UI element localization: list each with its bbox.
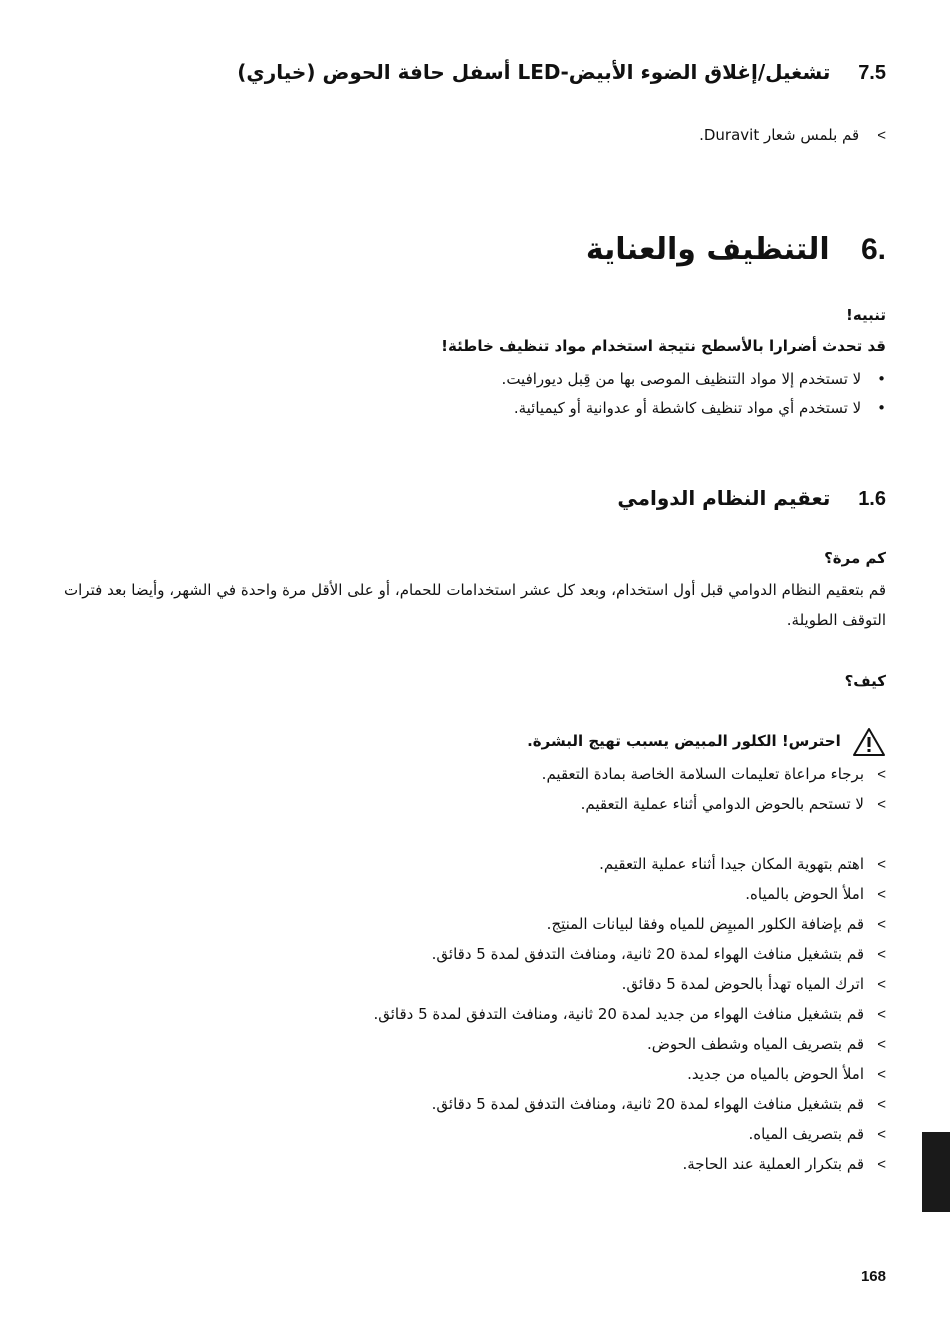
step-text: قم بتصريف المياه وشطف الحوض. xyxy=(647,1035,864,1053)
bullet-marker: • xyxy=(877,399,886,417)
list-item-text: لا تستخدم أي مواد تنظيف كاشطة أو عدوانية أو كيميائية. xyxy=(513,399,862,417)
chapter-tab xyxy=(922,1132,950,1212)
step-text: قم بإضافة الكلور المبيِض للمياه وفقا لبيانات المنتِج. xyxy=(546,915,864,933)
list-item xyxy=(64,365,886,393)
warning-line xyxy=(64,724,886,758)
step-text: املأ الحوض بالمياه. xyxy=(745,885,864,903)
step-arrow: > xyxy=(877,1156,886,1173)
step-arrow: > xyxy=(877,976,886,993)
section-7-5-step xyxy=(64,120,886,150)
list-item xyxy=(64,394,886,422)
step-arrow: > xyxy=(877,856,886,873)
step-arrow: > xyxy=(877,796,886,813)
section-title: التنظيف والعناية xyxy=(585,232,830,267)
warning-text: احترس! الكلور المبيض يسبب تهيج البشرة. xyxy=(527,732,841,750)
list-item xyxy=(64,1029,886,1059)
step-arrow: > xyxy=(877,1096,886,1113)
step-arrow: > xyxy=(877,1036,886,1053)
step-arrow: > xyxy=(877,916,886,933)
step-text: اترك المياه تهدأ بالحوض لمدة 5 دقائق. xyxy=(621,975,864,993)
step-text: قم بتكرار العملية عند الحاجة. xyxy=(682,1155,864,1173)
list-item xyxy=(64,1089,886,1119)
section-number: 7.5 xyxy=(858,62,886,84)
how-label: كيف؟ xyxy=(844,672,886,690)
procedure-steps xyxy=(64,849,886,1179)
warning-steps xyxy=(64,759,886,819)
list-item xyxy=(64,759,886,789)
list-item xyxy=(64,879,886,909)
list-item xyxy=(64,909,886,939)
caution-text: قد تحدث أضرارا بالأسطح نتيجة استخدام مواد تنظيف خاطئة! xyxy=(441,337,886,355)
list-item xyxy=(64,999,886,1029)
list-item xyxy=(64,969,886,999)
list-item xyxy=(64,789,886,819)
how-often-text: قم بتعقيم النظام الدوامي قبل أول استخدام، وبعد كل عشر استخدامات للحمام، أو على الأقل مرة واحدة في الشهر، وأيضا بعد فترات التوقف الطويلة. xyxy=(64,581,886,629)
section-7-5-heading xyxy=(64,60,886,85)
step-text: قم بلمس شعار Duravit. xyxy=(699,126,860,144)
list-item xyxy=(64,1149,886,1179)
section-title: تعقيم النظام الدوامي xyxy=(617,486,831,510)
step-text: قم بتشغيل منافث الهواء لمدة 20 ثانية، ومنافث التدفق لمدة 5 دقائق. xyxy=(431,945,864,963)
step-text: لا تستحم بالحوض الدوامي أثناء عملية التعقيم. xyxy=(580,795,864,813)
step-arrow: > xyxy=(877,1066,886,1083)
step-text: قم بتشغيل منافث الهواء لمدة 20 ثانية، ومنافث التدفق لمدة 5 دقائق. xyxy=(431,1095,864,1113)
list-item xyxy=(64,849,886,879)
step-text: املأ الحوض بالمياه من جديد. xyxy=(687,1065,864,1083)
bullet-marker: • xyxy=(877,370,886,388)
section-number: 1.6 xyxy=(858,488,886,510)
section-6-heading xyxy=(64,232,886,267)
step-arrow: > xyxy=(877,946,886,963)
step-text: برجاء مراعاة تعليمات السلامة الخاصة بمادة التعقيم. xyxy=(541,765,864,783)
step-arrow: > xyxy=(877,1126,886,1143)
warning-triangle-icon xyxy=(852,727,886,757)
list-item-text: لا تستخدم إلا مواد التنظيف الموصى بها من قِبل ديورافيت. xyxy=(501,370,862,388)
section-number: .6 xyxy=(860,233,886,266)
step-text: اهتم بتهوية المكان جيدا أثناء عملية التعقيم. xyxy=(599,855,864,873)
step-arrow: > xyxy=(877,766,886,783)
how-often-label: كم مرة؟ xyxy=(824,549,886,567)
step-arrow: > xyxy=(877,127,886,144)
step-text: قم بتصريف المياه. xyxy=(748,1125,864,1143)
caution-label: تنبيه! xyxy=(846,306,886,324)
step-text: قم بتشغيل منافث الهواء من جديد لمدة 20 ثانية، ومنافث التدفق لمدة 5 دقائق. xyxy=(373,1005,864,1023)
section-title: تشغيل/إغلاق الضوء الأبيض-LED أسفل حافة الحوض (خياري) xyxy=(237,60,831,84)
step-arrow: > xyxy=(877,886,886,903)
list-item xyxy=(64,1059,886,1089)
list-item xyxy=(64,1119,886,1149)
list-item xyxy=(64,939,886,969)
step-arrow: > xyxy=(877,1006,886,1023)
page-number: 168 xyxy=(860,1268,886,1285)
section-6-1-heading xyxy=(64,486,886,511)
